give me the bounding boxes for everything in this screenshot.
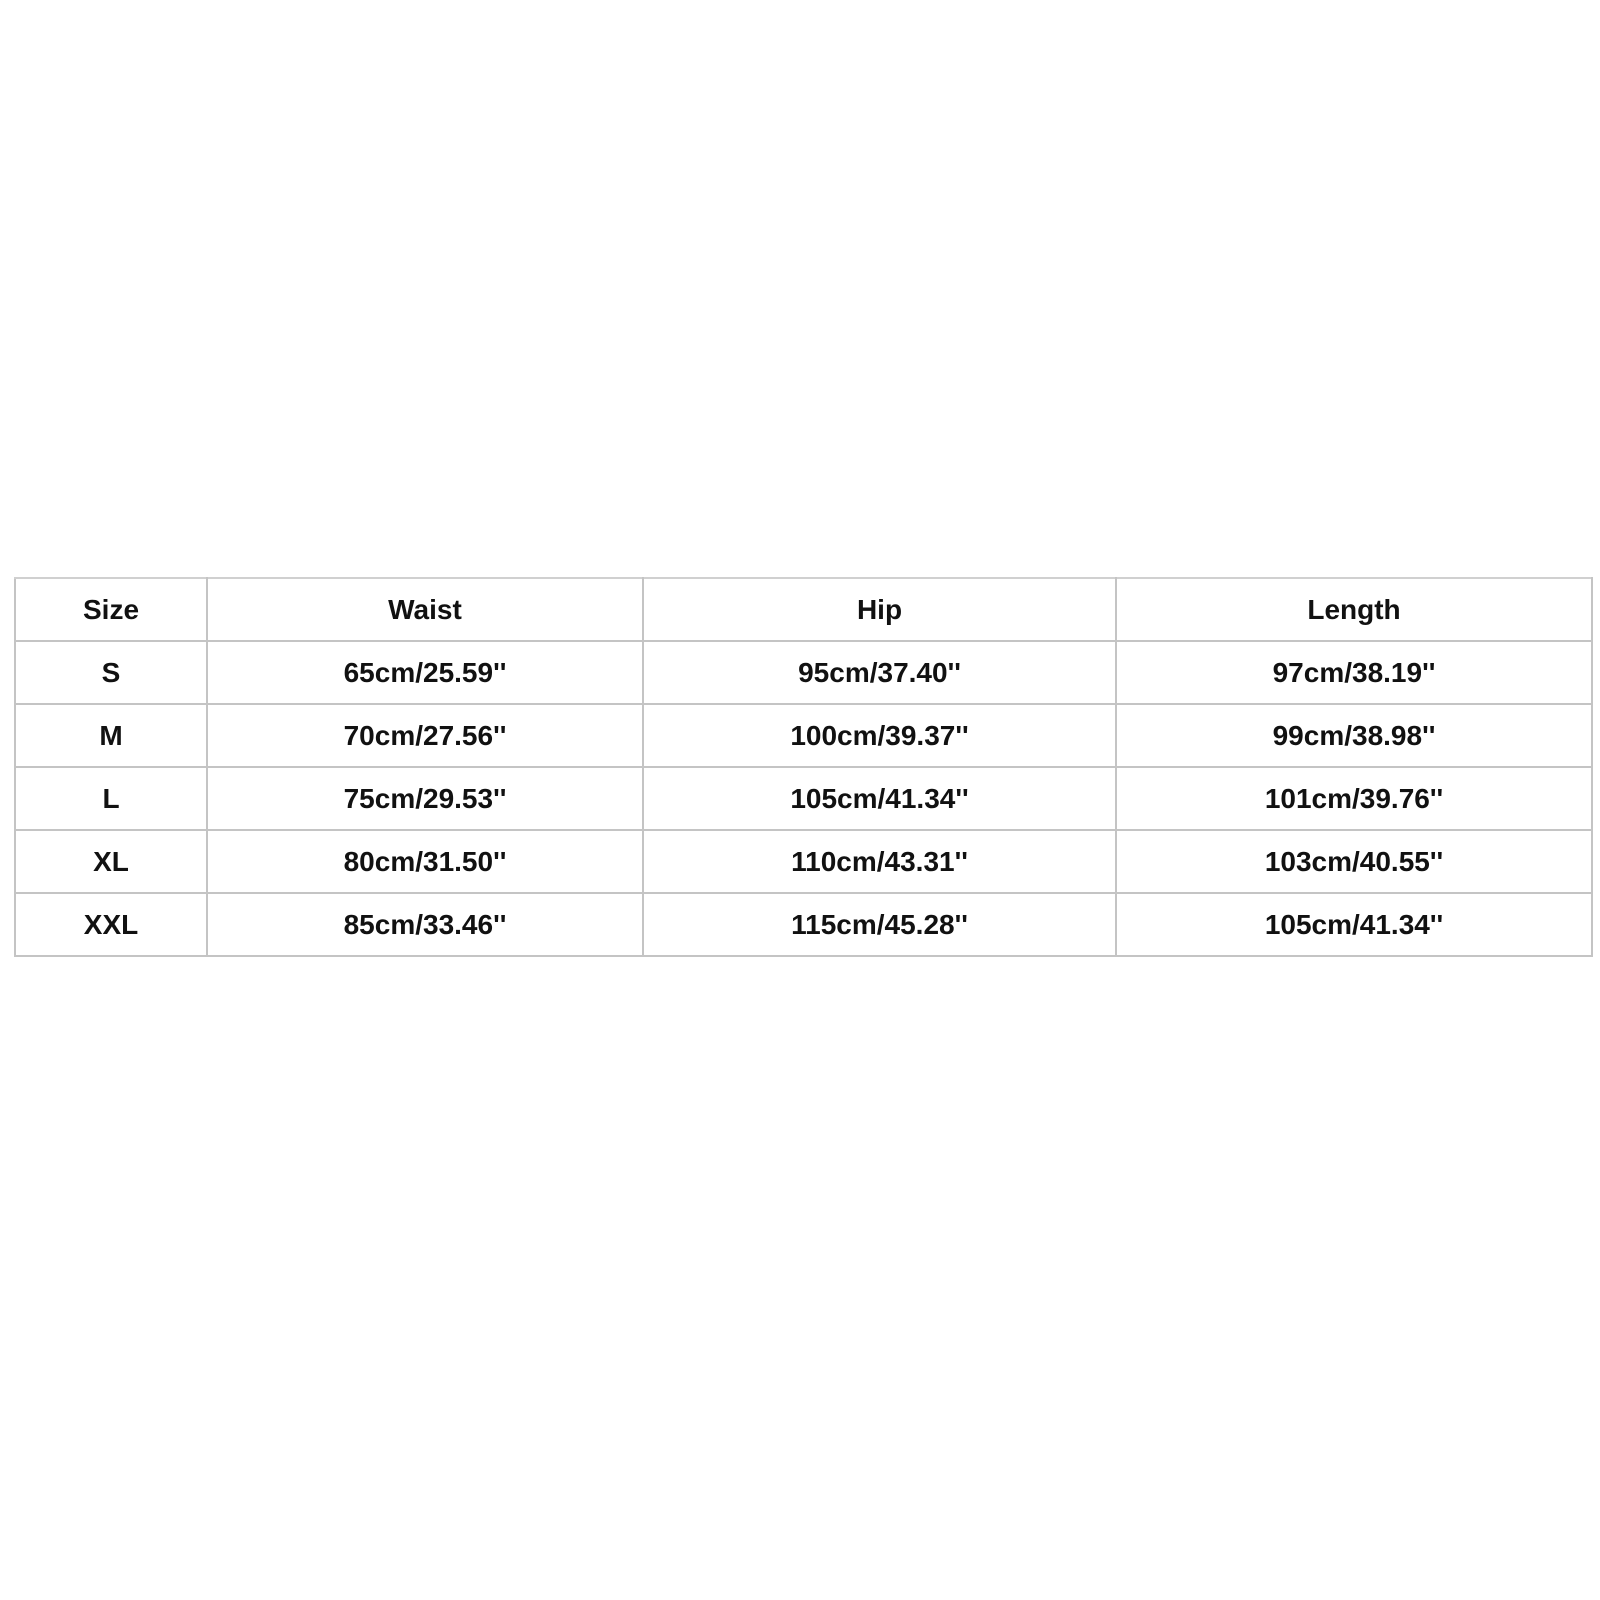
length-cell: 97cm/38.19'' [1116,641,1592,704]
table-row [15,830,1592,893]
hip-cell: 110cm/43.31'' [643,830,1116,893]
waist-cell: 85cm/33.46'' [207,893,643,956]
header-size: Size [15,578,207,641]
header-waist: Waist [207,578,643,641]
size-cell: XL [15,830,207,893]
size-cell: XXL [15,893,207,956]
length-cell: 105cm/41.34'' [1116,893,1592,956]
waist-cell: 80cm/31.50'' [207,830,643,893]
size-cell: S [15,641,207,704]
size-cell: L [15,767,207,830]
hip-cell: 100cm/39.37'' [643,704,1116,767]
hip-cell: 115cm/45.28'' [643,893,1116,956]
length-cell: 101cm/39.76'' [1116,767,1592,830]
waist-cell: 75cm/29.53'' [207,767,643,830]
length-cell: 103cm/40.55'' [1116,830,1592,893]
length-cell: 99cm/38.98'' [1116,704,1592,767]
size-cell: M [15,704,207,767]
size-chart-body [15,641,1592,956]
waist-cell: 65cm/25.59'' [207,641,643,704]
size-chart-table [14,577,1593,957]
size-chart-header [15,578,1592,641]
table-row [15,704,1592,767]
hip-cell: 95cm/37.40'' [643,641,1116,704]
table-row [15,893,1592,956]
header-length: Length [1116,578,1592,641]
hip-cell: 105cm/41.34'' [643,767,1116,830]
table-row [15,641,1592,704]
header-row [15,578,1592,641]
table-row [15,767,1592,830]
header-hip: Hip [643,578,1116,641]
waist-cell: 70cm/27.56'' [207,704,643,767]
